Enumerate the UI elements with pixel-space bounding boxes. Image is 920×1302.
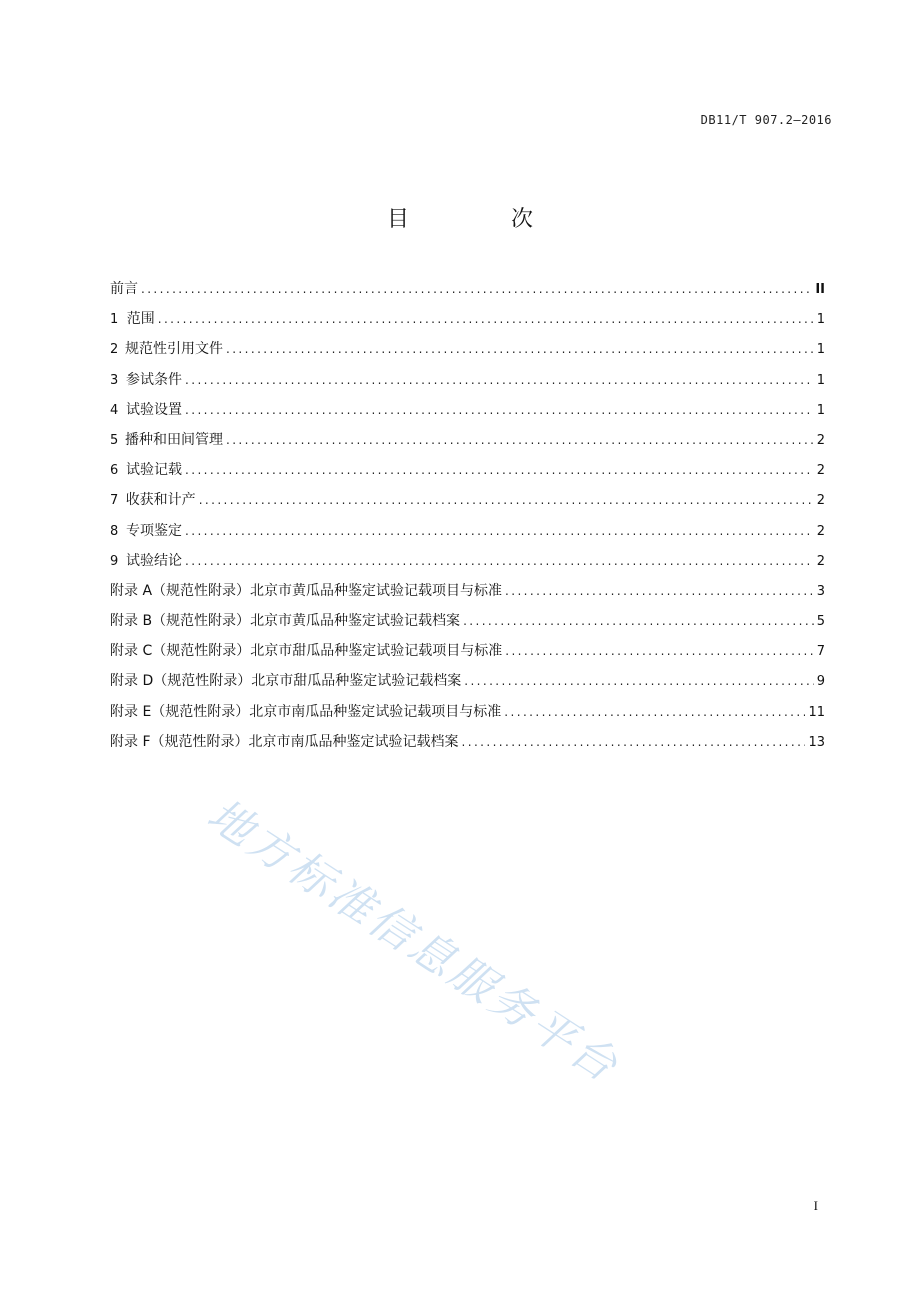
toc-entry-appendix-prefix: 附录 D（规范性附录）: [110, 673, 252, 690]
toc-entry-number: 7: [110, 493, 119, 509]
toc-entry-number: 9: [110, 553, 119, 569]
toc-entry[interactable]: [110, 702, 825, 732]
toc-leader-dots: [199, 490, 814, 510]
toc-entry[interactable]: [110, 279, 825, 309]
toc-entry-page: 2: [816, 523, 825, 539]
toc-leader-dots: [505, 581, 814, 601]
toc-entry-label: 北京市南瓜品种鉴定试验记载项目与标准: [249, 703, 502, 720]
toc-entry-label: 参试条件: [126, 371, 183, 388]
toc-entry-page: 9: [816, 674, 825, 690]
toc-entry[interactable]: [110, 551, 825, 581]
toc-entry[interactable]: [110, 339, 825, 369]
toc-entry[interactable]: [110, 400, 825, 430]
toc-leader-dots: [185, 521, 814, 541]
toc-entry-number: 4: [110, 402, 119, 418]
toc-entry[interactable]: [110, 641, 825, 671]
toc-entry-number: 6: [110, 463, 119, 479]
toc-entry-label: 北京市黄瓜品种鉴定试验记载档案: [250, 613, 461, 630]
toc-leader-dots: [226, 339, 814, 359]
toc-leader-dots: [462, 732, 806, 752]
toc-leader-dots: [185, 460, 814, 480]
toc-entry-label: 北京市黄瓜品种鉴定试验记载项目与标准: [250, 582, 503, 599]
watermark-text: 地方标准信息服务平台: [198, 789, 629, 1094]
toc-leader-dots: [464, 671, 813, 691]
toc-leader-dots: [141, 279, 812, 299]
toc-leader-dots: [158, 309, 814, 329]
toc-entry[interactable]: [110, 581, 825, 611]
toc-entry[interactable]: [110, 370, 825, 400]
toc-entry-page: 5: [816, 614, 825, 630]
document-code: DB11/T 907.2—2016: [700, 113, 832, 127]
toc-entry[interactable]: [110, 611, 825, 641]
toc-entry-number: 3: [110, 372, 119, 388]
toc-entry-appendix-prefix: 附录 C（规范性附录）: [110, 643, 251, 660]
toc-leader-dots: [185, 370, 814, 390]
toc-entry-appendix-prefix: 附录 B（规范性附录）: [110, 613, 251, 630]
toc-entry-label: 试验结论: [126, 552, 183, 569]
toc-entry-label: 前言: [110, 281, 138, 297]
toc-entry-label: 收获和计产: [125, 492, 196, 509]
toc-entry[interactable]: [110, 732, 825, 762]
toc-entry-page: 2: [816, 493, 825, 509]
toc-entry-number: 5: [110, 432, 119, 448]
toc-entry-label: 试验设置: [126, 401, 183, 418]
toc-entry[interactable]: [110, 430, 825, 460]
toc-entry-page: 1: [816, 342, 825, 358]
toc-entry[interactable]: [110, 521, 825, 551]
toc-entry-page: 1: [816, 402, 825, 418]
toc-entry-page: 2: [816, 553, 825, 569]
toc-entry-page: 2: [816, 432, 825, 448]
page-title: 目 次: [386, 207, 573, 232]
toc-entry-label: 北京市甜瓜品种鉴定试验记载项目与标准: [250, 643, 503, 660]
toc-entry-page: 7: [816, 644, 825, 660]
toc-entry-page: 1: [816, 312, 825, 328]
toc-entry-label: 试验记载: [126, 462, 183, 479]
toc-leader-dots: [185, 400, 814, 420]
toc-entry-label: 范围: [126, 311, 155, 328]
toc-leader-dots: [504, 702, 805, 722]
toc-entry[interactable]: [110, 490, 825, 520]
toc-leader-dots: [463, 611, 814, 631]
toc-entry-label: 北京市甜瓜品种鉴定试验记载档案: [251, 673, 462, 690]
toc-entry-page: 11: [808, 704, 825, 720]
toc-entry-label: 播种和田间管理: [125, 431, 223, 448]
toc-entry-label: 规范性引用文件: [125, 341, 223, 358]
toc-entry-label: 北京市南瓜品种鉴定试验记载档案: [248, 733, 459, 750]
toc-entry-number: 1: [110, 312, 119, 328]
toc-entry-appendix-prefix: 附录 A（规范性附录）: [110, 582, 251, 599]
page-number: I: [813, 1198, 818, 1213]
toc-leader-dots: [505, 641, 813, 661]
toc-leader-dots: [226, 430, 814, 450]
table-of-contents: [110, 279, 825, 762]
toc-entry-appendix-prefix: 附录 E（规范性附录）: [110, 703, 250, 720]
toc-entry-page: 13: [808, 734, 825, 750]
toc-entry[interactable]: [110, 309, 825, 339]
toc-entry-page: 3: [816, 583, 825, 599]
toc-entry[interactable]: [110, 460, 825, 490]
toc-entry-page: 1: [816, 372, 825, 388]
toc-leader-dots: [185, 551, 814, 571]
toc-entry-page: 2: [816, 463, 825, 479]
toc-entry-label: 专项鉴定: [126, 522, 183, 539]
toc-entry-number: 2: [110, 342, 119, 358]
toc-entry-appendix-prefix: 附录 F（规范性附录）: [110, 733, 249, 750]
toc-entry-page: II: [815, 282, 825, 297]
toc-entry-number: 8: [110, 523, 119, 539]
toc-entry[interactable]: [110, 671, 825, 701]
